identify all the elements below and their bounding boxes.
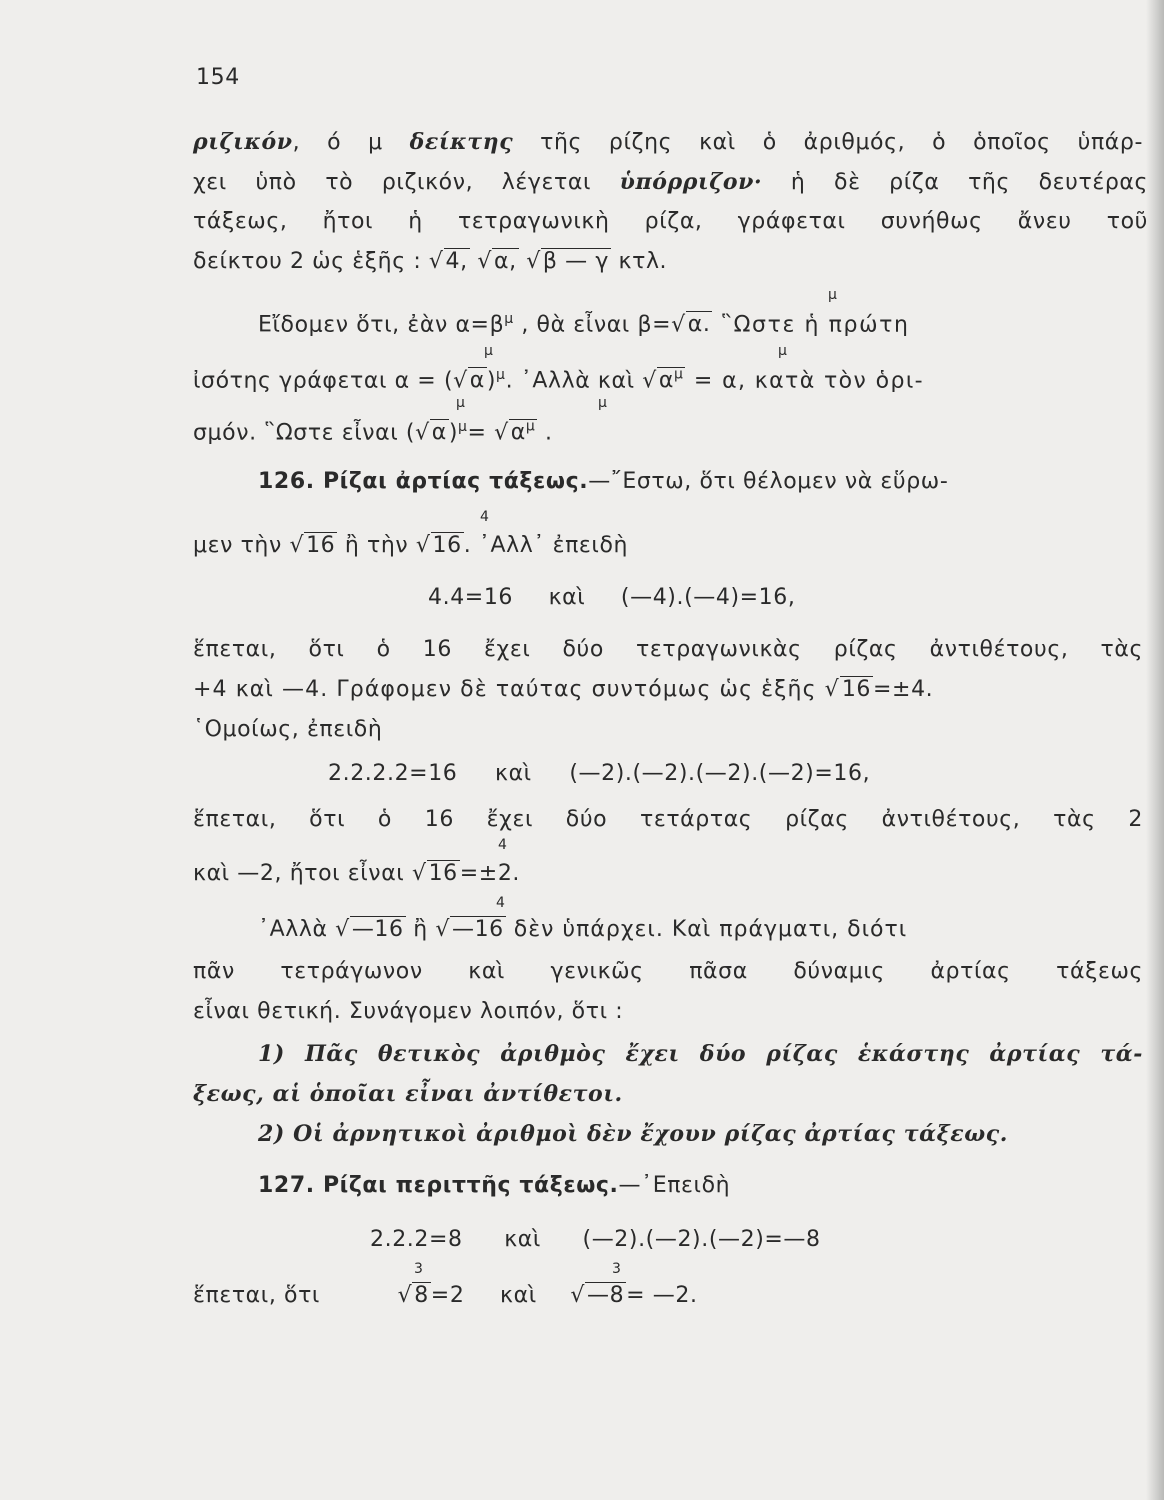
equation-part: 2.2.2=8 bbox=[370, 1227, 463, 1252]
text-span: ἕπεται, ὅτι bbox=[193, 1283, 320, 1308]
radicand: 16 bbox=[841, 677, 872, 702]
text-span: μεν τὴν √ bbox=[193, 533, 305, 558]
text-line: τάξεως, ἤτοι ἡ τετραγωνικὴ ρίζα, γράφεται συνήθως ἄνευ τοῦ bbox=[193, 209, 1148, 234]
text-span: ἢ √ bbox=[405, 917, 450, 942]
radicand: 16 bbox=[306, 533, 336, 558]
text-line bbox=[193, 128, 1143, 157]
radicand: 16 bbox=[432, 533, 462, 558]
equation-part: 4.4=16 bbox=[428, 585, 514, 610]
equation-part: (—2).(—2).(—2).(—2)=16, bbox=[569, 761, 871, 786]
text-span: +4 καὶ —4. Γράφομεν δὲ ταύτας συντόμως ὡς ἑξῆς √ bbox=[193, 677, 840, 702]
text-span: √ bbox=[469, 249, 492, 274]
root-index: 4 bbox=[498, 837, 507, 853]
text-span: =±2. bbox=[459, 861, 521, 886]
text-line: ἕπεται, ὅτι ὁ 16 ἔχει δύο τετραγωνικὰς ρίζας ἀντιθέτους, τὰς bbox=[193, 637, 1143, 662]
text-span: √ bbox=[518, 249, 541, 274]
text-line bbox=[193, 1282, 698, 1310]
radicand: α bbox=[469, 368, 485, 394]
text-span: . bbox=[537, 420, 553, 446]
root-index: μ bbox=[456, 395, 465, 411]
text-span: καὶ —2, ἤτοι εἶναι √ bbox=[193, 861, 427, 886]
text-line: ῾Ομοίως, ἐπειδὴ bbox=[193, 717, 383, 742]
term-yporrizon: ὑπόρριζον· bbox=[619, 169, 763, 195]
text-span: καὶ bbox=[500, 1283, 537, 1308]
text-line bbox=[193, 532, 628, 560]
text-span: ᾿Αλλὰ √ bbox=[258, 917, 350, 942]
text-span: √ bbox=[570, 1283, 585, 1308]
exponent: μ bbox=[496, 367, 506, 383]
root-index: μ bbox=[484, 343, 493, 359]
page-edge-shadow bbox=[1146, 0, 1164, 1500]
text-line bbox=[193, 361, 924, 395]
text-span: . ᾿Αλλ᾿ ἐπειδὴ bbox=[463, 533, 629, 558]
radicand: 4, bbox=[445, 249, 468, 274]
text-span: χει ὑπὸ τὸ ριζικόν, λέγεται bbox=[193, 170, 620, 195]
text-span: —᾿Επειδὴ bbox=[618, 1173, 731, 1198]
radicand: —8 bbox=[586, 1283, 625, 1308]
text-span: κτλ. bbox=[610, 249, 668, 274]
text-span: = —2. bbox=[626, 1283, 698, 1308]
text-span: ἢ τὴν √ bbox=[337, 533, 431, 558]
equation-line bbox=[328, 760, 870, 788]
text-span: Εἴδομεν ὅτι, ἐὰν α=β bbox=[258, 312, 505, 338]
equation-part: (—2).(—2).(—2)=—8 bbox=[582, 1227, 821, 1252]
root-index: 4 bbox=[496, 895, 505, 911]
text-line bbox=[193, 676, 933, 704]
term-rizikon: ριζικόν bbox=[193, 129, 293, 155]
equation-part: καὶ bbox=[548, 585, 586, 610]
radicand-base: α bbox=[510, 420, 526, 446]
equation-part: καὶ bbox=[504, 1227, 541, 1252]
exponent: μ bbox=[504, 311, 514, 327]
radicand: 16 bbox=[428, 861, 458, 886]
text-span: =±4. bbox=[873, 677, 934, 702]
root-index: 3 bbox=[414, 1261, 423, 1277]
equation-part: 2.2.2.2=16 bbox=[328, 761, 458, 786]
text-span: ἡ δὲ ρίζα τῆς δευτέρας bbox=[762, 170, 1148, 195]
text-span: δείκτου 2 ὡς ἑξῆς : √ bbox=[193, 249, 444, 274]
text-line bbox=[258, 468, 948, 496]
section-title-127: 127. Ρίζαι περιττῆς τάξεως. bbox=[258, 1173, 619, 1198]
exponent: μ bbox=[458, 419, 468, 435]
text-line bbox=[258, 916, 907, 944]
root-index: μ bbox=[598, 395, 607, 411]
exponent: μ bbox=[525, 419, 536, 435]
text-span: ἰσότης γράφεται α = (√ bbox=[193, 368, 468, 394]
text-span: δὲν ὑπάρχει. Καὶ πράγματι, διότι bbox=[505, 917, 908, 942]
radicand: α. bbox=[687, 312, 711, 338]
equation-part: (—4).(—4)=16, bbox=[620, 585, 796, 610]
equation-line bbox=[370, 1226, 821, 1254]
equation-part: καὶ bbox=[495, 761, 532, 786]
text-line bbox=[193, 248, 667, 276]
rule-1: 1) Πᾶς θετικὸς ἀριθμὸς ἔχει δύο ρίζας ἑκάστης ἀρτίας τά- bbox=[258, 1041, 1143, 1067]
radicand: α bbox=[431, 420, 447, 446]
text-line bbox=[258, 305, 910, 339]
text-line: πᾶν τετράγωνον καὶ γενικῶς πᾶσα δύναμις ἀρτίας τάξεως bbox=[193, 959, 1143, 984]
text-line: εἶναι θετική. Συνάγομεν λοιπόν, ὅτι : bbox=[193, 999, 624, 1024]
equation-line bbox=[428, 584, 795, 612]
text-line bbox=[193, 168, 1148, 197]
radicand: 8 bbox=[414, 1283, 429, 1308]
radicand: —16 bbox=[451, 917, 504, 942]
text-span: , ό μ bbox=[292, 130, 410, 155]
text-span: ῝Ωστε ἡ πρώτη bbox=[712, 312, 910, 338]
radicand: β — γ bbox=[542, 249, 609, 274]
text-span: = √ bbox=[467, 420, 509, 446]
exponent: μ bbox=[673, 367, 684, 383]
text-line bbox=[258, 1172, 730, 1200]
root-index: 4 bbox=[480, 509, 489, 525]
text-span: =2 bbox=[430, 1283, 465, 1308]
root-index: 3 bbox=[612, 1261, 621, 1277]
text-span: = α, κατὰ τὸν ὁρι- bbox=[685, 368, 924, 394]
radicand: α, bbox=[493, 249, 517, 274]
rule-1-cont: ξεως, αἱ ὁποῖαι εἶναι ἀντίθετοι. bbox=[193, 1081, 623, 1107]
text-line: ἕπεται, ὅτι ὁ 16 ἔχει δύο τετάρτας ρίζας ἀντιθέτους, τὰς 2 bbox=[193, 807, 1143, 832]
rule-2: 2) Οἱ ἀρνητικοὶ ἀριθμοὶ δὲν ἔχουν ρίζας ἀρτίας τάξεως. bbox=[258, 1121, 1009, 1147]
text-span: , θὰ εἶναι β=√ bbox=[513, 312, 686, 338]
page-number: 154 bbox=[196, 65, 240, 90]
text-span: τῆς ρίζης καὶ ὁ ἀριθμός, ὁ ὁποῖος ὑπάρ- bbox=[513, 130, 1143, 155]
text-span: . ᾿Αλλὰ καὶ √ bbox=[505, 368, 657, 394]
text-span: —῎Εστω, ὅτι θέλομεν νὰ εὕρω- bbox=[588, 469, 949, 494]
text-span: √ bbox=[397, 1283, 413, 1308]
radicand bbox=[509, 419, 538, 445]
root-index: μ bbox=[828, 287, 837, 303]
radicand-base: α bbox=[658, 368, 674, 394]
text-span: ) bbox=[448, 420, 459, 446]
text-line bbox=[193, 413, 553, 447]
radicand: —16 bbox=[351, 917, 404, 942]
root-index: μ bbox=[778, 343, 787, 359]
section-title-126: 126. Ρίζαι ἀρτίας τάξεως. bbox=[258, 469, 589, 494]
term-deiktis: δείκτης bbox=[409, 129, 514, 155]
text-span: ) bbox=[486, 368, 497, 394]
text-line bbox=[193, 860, 520, 888]
radicand bbox=[657, 367, 686, 393]
text-span: σμόν. ῝Ωστε εἶναι (√ bbox=[193, 420, 430, 446]
